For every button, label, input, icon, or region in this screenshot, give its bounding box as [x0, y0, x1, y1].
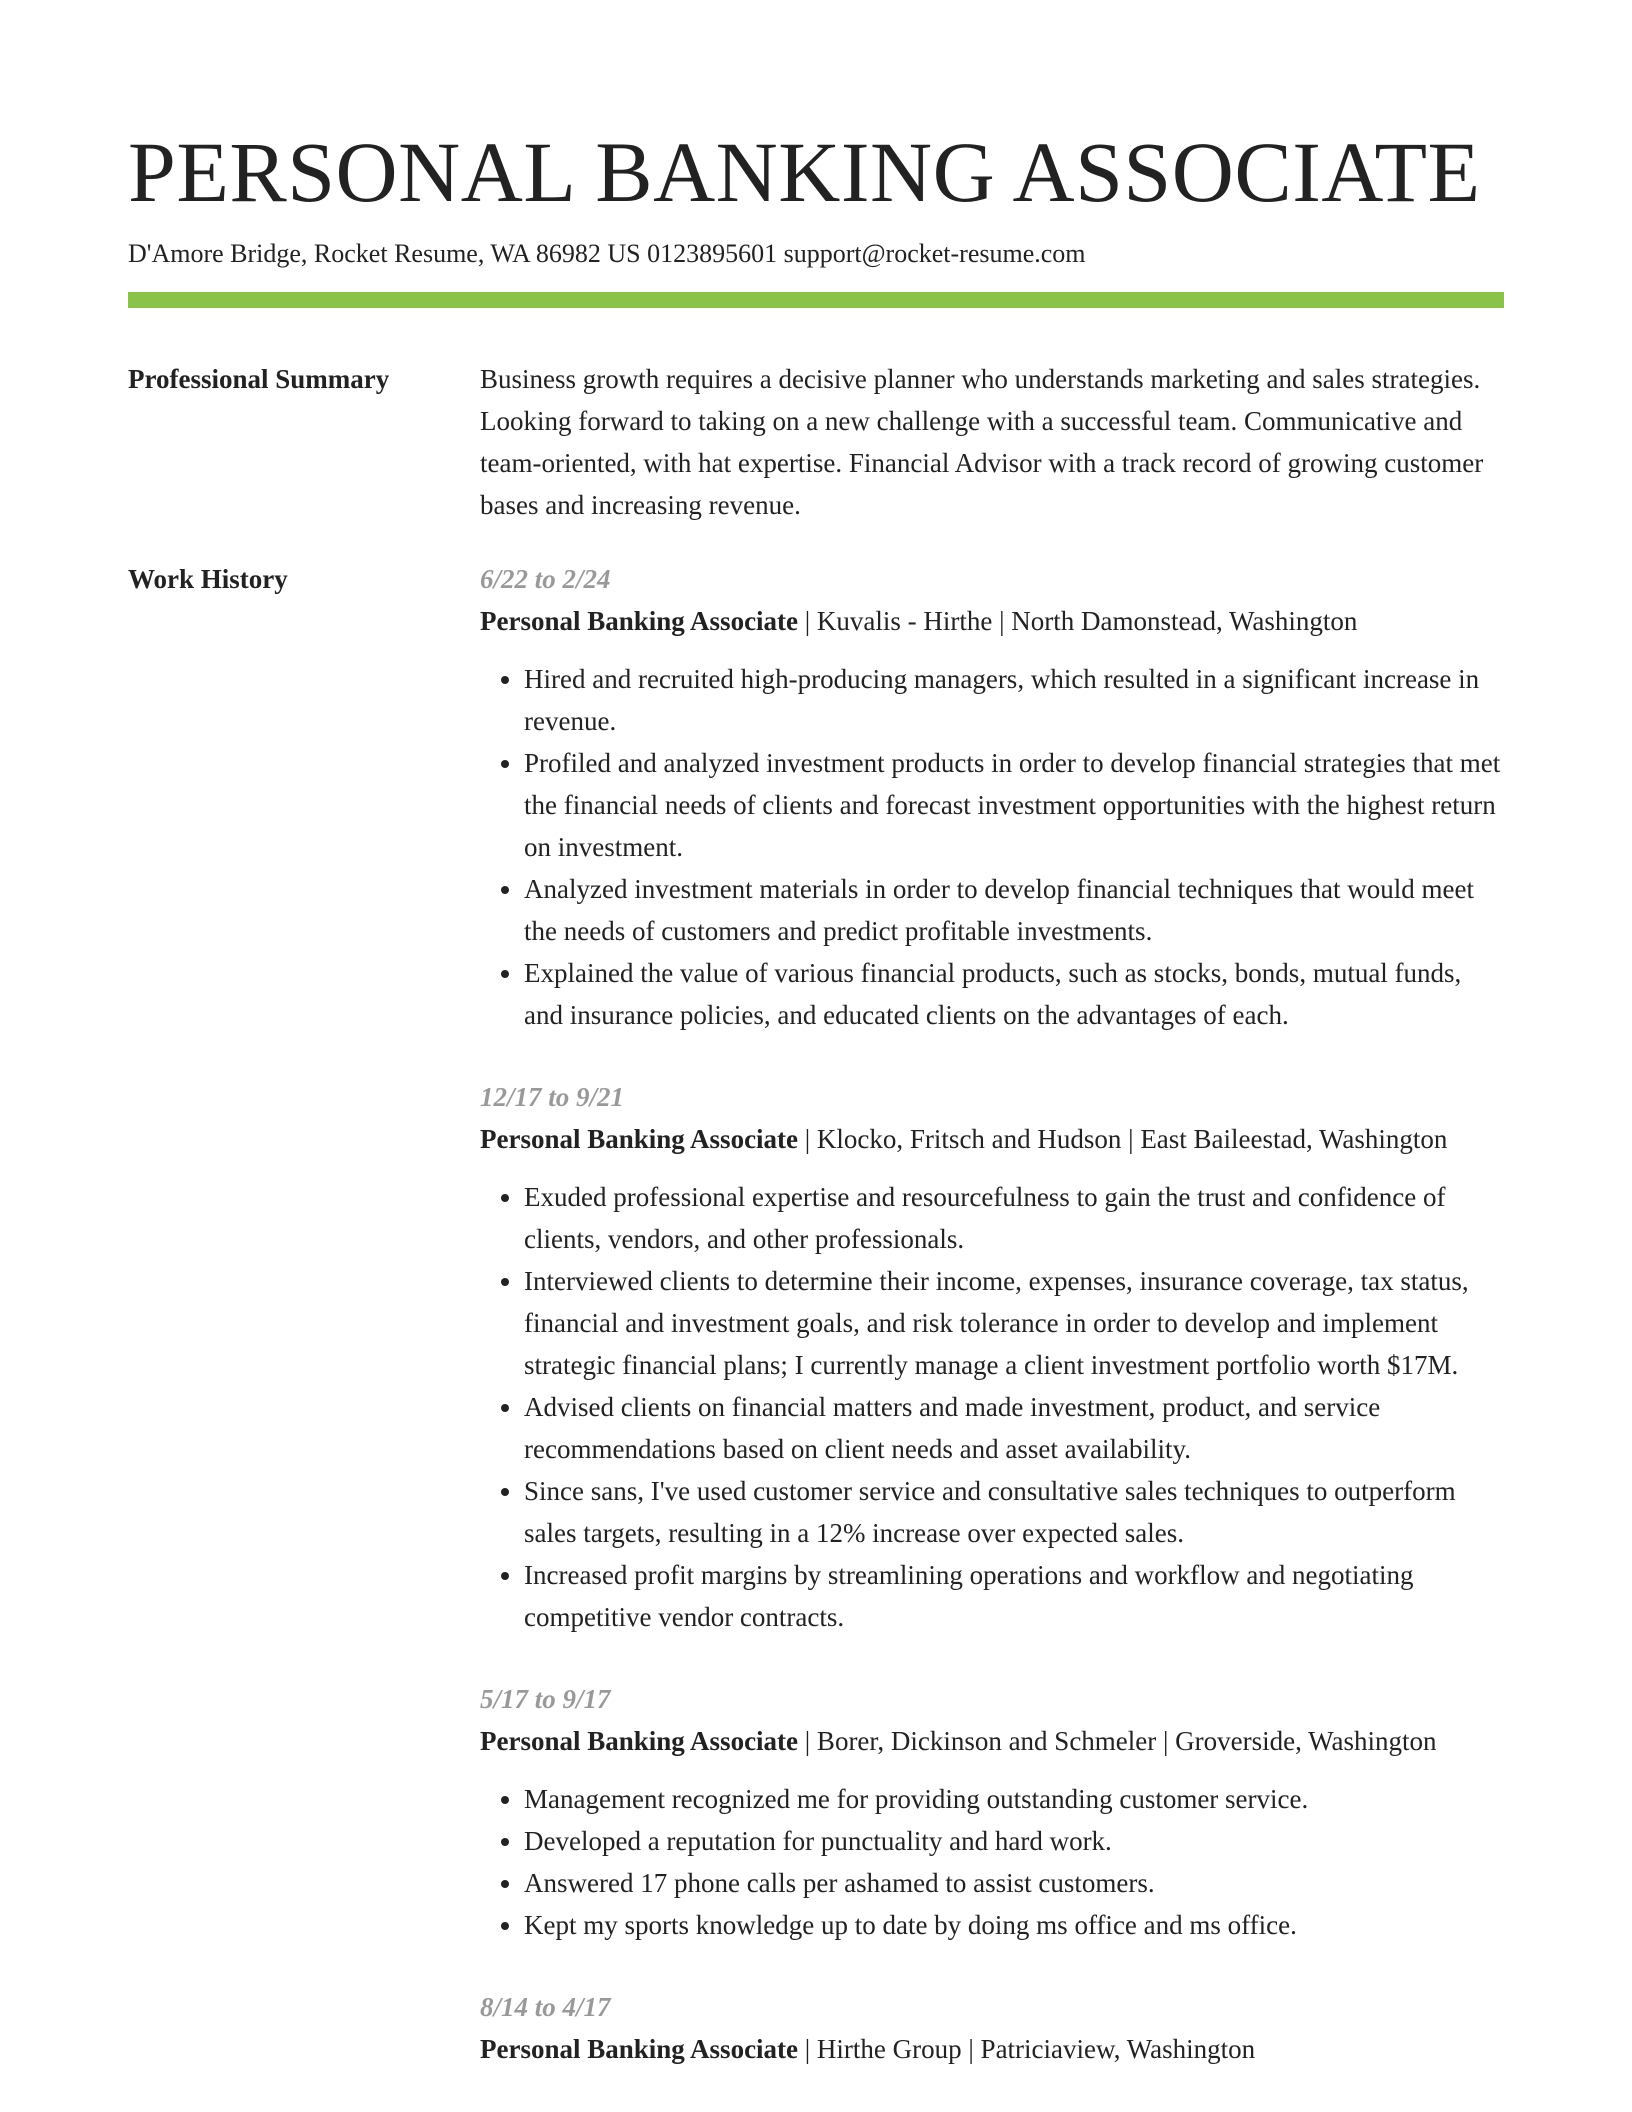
job-bullets — [480, 1176, 1504, 1638]
job-title-line — [480, 1720, 1504, 1762]
job-role: Personal Banking Associate — [480, 1124, 799, 1154]
list-item: • Exuded professional expertise and resourcefulness to gain the trust and confidence of clients, vendors, and other professionals. — [524, 1176, 1504, 1260]
resume-page — [128, 0, 1504, 2110]
section-body — [480, 358, 1504, 526]
list-item: • Answered 17 phone calls per ashamed to assist customers. — [524, 1862, 1504, 1904]
job-title-line — [480, 1118, 1504, 1160]
job-role: Personal Banking Associate — [480, 1726, 799, 1756]
job-details: | Kuvalis - Hirthe | North Damonstead, Washington — [798, 606, 1358, 636]
job-entry — [480, 1986, 1504, 2070]
professional-summary-section — [128, 358, 1504, 526]
list-item: • Increased profit margins by streamlining operations and workflow and negotiating competitive vendor contracts. — [524, 1554, 1504, 1638]
job-role: Personal Banking Associate — [480, 2034, 799, 2064]
list-item: • Analyzed investment materials in order to develop financial techniques that would meet the needs of customers and predict profitable investments. — [524, 868, 1504, 952]
list-item: • Since sans, I've used customer service and consultative sales techniques to outperform sales targets, resulting in a 12% increase over expected sales. — [524, 1470, 1504, 1554]
accent-divider — [128, 292, 1504, 308]
list-item: • Profiled and analyzed investment products in order to develop financial strategies that met the financial needs of clients and forecast investment opportunities with the highest return on investment. — [524, 742, 1504, 868]
work-history-section — [128, 558, 1504, 2110]
list-item: • Advised clients on financial matters and made investment, product, and service recommendations based on client needs and asset availability. — [524, 1386, 1504, 1470]
job-entry — [480, 1076, 1504, 1638]
contact-info: D'Amore Bridge, Rocket Resume, WA 86982 US 0123895601 support@rocket-resume.com — [128, 239, 1086, 268]
section-label: Professional Summary — [128, 364, 390, 394]
list-item: • Management recognized me for providing outstanding customer service. — [524, 1778, 1504, 1820]
job-details: | Borer, Dickinson and Schmeler | Groverside, Washington — [798, 1726, 1437, 1756]
job-dates: 6/22 to 2/24 — [480, 564, 611, 594]
job-dates: 12/17 to 9/21 — [480, 1082, 625, 1112]
list-item: • Interviewed clients to determine their income, expenses, insurance coverage, tax status, financial and investment goals, and risk tolerance in order to develop and implement strategic financial plans; I currently manage a client investment portfolio worth $17M. — [524, 1260, 1504, 1386]
job-role: Personal Banking Associate — [480, 606, 799, 636]
job-details: | Hirthe Group | Patriciaview, Washington — [798, 2034, 1256, 2064]
section-label: Work History — [128, 564, 288, 594]
job-title-line — [480, 2028, 1504, 2070]
list-item: • Developed a reputation for punctuality and hard work. — [524, 1820, 1504, 1862]
job-dates: 8/14 to 4/17 — [480, 1992, 611, 2022]
job-bullets — [480, 1778, 1504, 1946]
list-item: • Hired and recruited high-producing managers, which resulted in a significant increase in revenue. — [524, 658, 1504, 742]
job-dates: 5/17 to 9/17 — [480, 1684, 611, 1714]
job-title-line — [480, 600, 1504, 642]
job-entry — [480, 1678, 1504, 1946]
list-item: • Explained the value of various financial products, such as stocks, bonds, mutual funds, and insurance policies, and educated clients on the advantages of each. — [524, 952, 1504, 1036]
job-bullets — [480, 658, 1504, 1036]
jobs-list — [480, 558, 1504, 2110]
job-details: | Klocko, Fritsch and Hudson | East Baileestad, Washington — [798, 1124, 1448, 1154]
list-item: • Kept my sports knowledge up to date by doing ms office and ms office. — [524, 1904, 1504, 1946]
resume-title: PERSONAL BANKING ASSOCIATE — [128, 124, 1481, 220]
job-entry — [480, 558, 1504, 1036]
summary-text: Business growth requires a decisive planner who understands marketing and sales strategies. Looking forward to taking on a new challenge with a successful team. Communicative and team-oriented, with hat expertise. Financial Advisor with a track record of growing customer bases and increasing revenue. — [480, 364, 1484, 520]
